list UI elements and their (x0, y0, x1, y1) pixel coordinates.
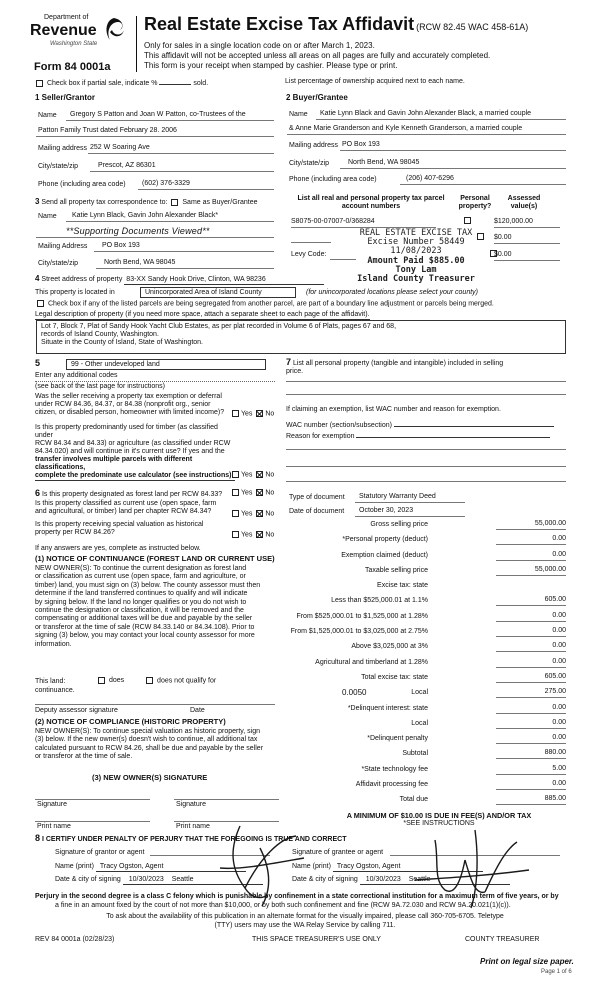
s6-q2a: Is this property classified as current use (open space, farm (35, 500, 217, 507)
grantee-city-value: Seattle (408, 876, 431, 883)
buyer-phone-label: Phone (including area code) (289, 176, 377, 183)
tax-label: From $1,525,000.01 to $3,025,000 at 2.75% (290, 628, 428, 636)
tax-label: Total due (399, 796, 428, 804)
s6-q3-yes-label: Yes (241, 531, 253, 539)
tax-label: *Delinquent penalty (367, 735, 428, 743)
levy-code-label: Levy Code: (291, 251, 327, 258)
stamp-line-1: REAL ESTATE EXCISE TAX (359, 228, 473, 238)
form-title: Real Estate Excise Tax Affidavit (144, 14, 415, 34)
notice1-title: (1) NOTICE OF CONTINUANCE (FOREST LAND OR CURRENT USE) (35, 554, 275, 563)
uninc-note: (for unincorporated locations please select your county) (306, 289, 478, 296)
tax-row (286, 595, 568, 610)
perjury-2: a fine in an amount fixed by the court of not more than $10,000, or by both such confinement and fine (RCW 9A.72.030 and RCW 9A.20.021(1)(c)). (55, 902, 511, 909)
tax-row (286, 703, 568, 718)
owner-print-label-2: Print name (176, 823, 210, 830)
parcel-col-header: List all real and personal property tax parcel account numbers (297, 195, 445, 211)
owner-sig-line-1[interactable] (35, 799, 150, 800)
notice1-line: timber) land, you must sign on (3) below. The county assessor must then (35, 581, 261, 589)
stamp-line-6: Island County Treasurer (357, 273, 475, 284)
grantor-date-value: 10/30/2023 (128, 876, 164, 883)
assessed-value-1[interactable]: $120,000.00 (494, 218, 560, 228)
corr-row (35, 197, 257, 207)
tax-row (286, 534, 568, 549)
seller-city-label: City/state/zip (38, 163, 79, 170)
s6-if-yes: If any answers are yes, complete as instructed below. (35, 545, 201, 552)
partial-sale-label: Check box if partial sale, indicate % (46, 80, 158, 87)
dor-state: Washington State (50, 41, 98, 47)
legal-line-2: records of Island County, Washington. (41, 331, 159, 339)
tax-value[interactable]: 0.00 (496, 612, 566, 622)
s6-q2-no[interactable] (256, 510, 263, 517)
wac-label: WAC number (section/subsection) (286, 422, 392, 429)
s5-q2d: transfer involves multiple parcels with different classifications, (35, 456, 193, 472)
seller-phone-label: Phone (including area code) (38, 181, 126, 188)
section7-text-2: price. (286, 368, 304, 376)
tax-label: Above $3,025,000 at 3% (351, 643, 428, 651)
legal-description-box[interactable] (36, 320, 566, 354)
tax-value[interactable]: 0.00 (496, 719, 566, 729)
header-line-3 (144, 61, 397, 70)
buyer-heading: 2 Buyer/Grantee (286, 93, 348, 102)
parcel-number[interactable]: S8075-00-07007-0/368284 (291, 218, 436, 228)
tax-row (286, 687, 568, 702)
partial-sale-input[interactable] (159, 77, 191, 85)
s6-q1-answers (230, 489, 274, 497)
s5-q2-no[interactable] (256, 471, 263, 478)
tax-row (286, 550, 568, 565)
s6-q2b: and agricultural, or timber) land per chapter RCW 84.34? (35, 508, 212, 516)
corr-heading: 3 (35, 197, 40, 206)
notice1-line: information. (35, 640, 72, 648)
this-land-label: This land: (35, 678, 66, 685)
tax-row (286, 779, 568, 794)
corr-same-checkbox[interactable] (171, 199, 178, 206)
s6-q2-yes-label: Yes (241, 510, 253, 518)
personal-property-checkbox-1[interactable] (464, 217, 471, 224)
perjury-text-1: Perjury in the second degree is a class C felony which is punishable by confinement in a state correctional institution for a maximum term of five years, or by (35, 893, 559, 900)
located-select[interactable]: Unincorporated Area of Island County (140, 287, 296, 298)
s6-q3 (35, 521, 230, 537)
tax-table (286, 519, 568, 810)
located-label: This property is located in (35, 289, 115, 296)
treasurer-space: THIS SPACE TREASURER'S USE ONLY (252, 936, 381, 943)
corr-addr-label: Mailing Address (38, 243, 88, 250)
tax-label: Taxable selling price (364, 566, 428, 574)
tax-label: Agricultural and timberland at 1.28% (315, 658, 428, 666)
tax-value[interactable]: 0.00 (496, 627, 566, 637)
assessed-value-2[interactable]: $0.00 (494, 234, 560, 244)
notice1-line: NEW OWNER(S): To continue the current designation as forest land (35, 565, 247, 572)
section6-heading: 6 (35, 488, 41, 498)
exemption-label: If claiming an exemption, list WAC number and reason for exemption. (286, 406, 501, 413)
tax-row (286, 672, 568, 687)
s5-q1-answers (230, 410, 274, 418)
seller-heading: 1 Seller/Grantor (35, 93, 96, 102)
notice2-line: (3) below. If the new owner(s) doesn't wish to continue, all additional tax (35, 736, 258, 744)
tax-label: Total excise tax: state (361, 673, 428, 681)
owner-print-line-1[interactable] (35, 821, 150, 822)
corr-supporting: **Supporting Documents Viewed** (66, 226, 210, 236)
s5-q1 (35, 393, 235, 417)
notice2-line: calculated pursuant to RCW 84.26, shall be due and payable by the seller (35, 744, 264, 752)
form-title-row (144, 14, 528, 35)
tax-label: Less than $525,000.01 at 1.1% (331, 597, 428, 605)
notice3-title: (3) NEW OWNER(S) SIGNATURE (92, 773, 208, 782)
grantee-sig-label: Signature of grantee or agent (292, 849, 384, 856)
s5-q1-no[interactable] (256, 410, 263, 417)
tax-value[interactable]: 275.00 (496, 688, 566, 698)
reason-line-3[interactable] (286, 466, 566, 467)
rev-number: REV 84 0001a (02/28/23) (35, 936, 115, 943)
tax-label: Subtotal (402, 750, 428, 758)
land-use-select[interactable]: 99 - Other undeveloped land (66, 359, 266, 370)
tax-row (286, 733, 568, 748)
tax-label: Exemption claimed (deduct) (341, 551, 428, 559)
buyer-city[interactable]: North Bend, WA 98045 (340, 159, 566, 169)
grantor-signature-scrawl (200, 818, 310, 908)
dor-swirl-icon (102, 16, 126, 44)
dor-logo (30, 14, 130, 62)
assessed-value-3[interactable]: $0.00 (494, 251, 560, 261)
owner-sig-label-2: Signature (176, 801, 206, 808)
wac-input[interactable] (394, 419, 554, 427)
grantee-date-label: Date & city of signing (292, 876, 358, 883)
notice1-line: or classification as current use (open space, farm and agriculture, or (35, 573, 246, 581)
s6-q1-text: Is this property designated as forest land per RCW 84.33? (41, 491, 223, 498)
assessed-col-header: Assessed value(s) (507, 195, 541, 211)
stamp-line-2: Excise Number 58449 (367, 237, 465, 248)
county-treasurer: COUNTY TREASURER (465, 936, 540, 943)
legal-line-1: Lot 7, Block 7, Plat of Sandy Hook Yacht Club Estates, as per plat recorded in Volume 6 of Plats, pages 67 and 68, (41, 323, 397, 330)
partial-sale-checkbox[interactable] (36, 80, 43, 87)
tax-label: From $525,000.01 to $1,525,000 at 1.28% (296, 612, 428, 620)
buyer-phone[interactable]: (206) 407-6296 (400, 175, 566, 185)
seller-city[interactable]: Prescot, AZ 86301 (90, 162, 274, 172)
section7-heading: 7 (286, 357, 292, 367)
tax-row (286, 657, 568, 672)
s6-q1-yes[interactable] (232, 489, 239, 496)
parcel-line-2 (291, 241, 331, 243)
section7-text-1: List all personal property (tangible and intangible) included in selling (292, 360, 504, 367)
owner-sig-line-2[interactable] (174, 799, 279, 800)
tax-value[interactable]: 55,000.00 (496, 520, 566, 530)
grantee-date-value: 10/30/2023 (365, 876, 401, 883)
treasurer-stamp (356, 229, 476, 284)
owner-sig-label-1: Signature (37, 801, 67, 808)
s6-q3-answers (230, 531, 274, 539)
doc-date[interactable]: October 30, 2023 (355, 507, 465, 517)
tax-value[interactable]: 0.00 (496, 704, 566, 714)
tax-row (286, 794, 568, 809)
header-divider (136, 16, 137, 72)
seller-name-label: Name (38, 112, 57, 119)
header-line-3-text: This form is your receipt when stamped by cashier. Please type or print. (144, 61, 398, 70)
s5-q1-yes-label: Yes (241, 410, 253, 418)
s5-q2-yes-label: Yes (241, 471, 253, 479)
s5-q2-answers (230, 471, 274, 479)
corr-name-label: Name (38, 213, 57, 220)
grantor-name[interactable]: Tracy Ogston, Agent (96, 863, 246, 872)
tax-label: Excise tax: state (377, 582, 428, 590)
reason-input[interactable] (356, 430, 550, 438)
tax-label: Local (411, 689, 428, 697)
tax-value[interactable]: 55,000.00 (496, 566, 566, 576)
street-row (35, 274, 324, 285)
s6-q1-no[interactable] (256, 489, 263, 496)
s5-q1a: Was the seller receiving a property tax exemption or deferral (35, 393, 222, 400)
land-does-label: does (108, 677, 125, 685)
tax-row (286, 519, 568, 534)
see-instructions: *SEE INSTRUCTIONS (403, 820, 475, 827)
notice1-line: by signing below. If the land no longer qualifies or you do not wish to (35, 598, 247, 606)
buyer-addr[interactable]: PO Box 193 (340, 141, 566, 151)
buyer-addr-label: Mailing address (289, 142, 339, 149)
legal-line-3: Situate in the County of Island, State of Washington. (41, 339, 204, 347)
notice1-line: compensating or additional taxes will be due and payable by the seller (35, 615, 253, 623)
corr-blank-line (36, 236, 274, 238)
corr-addr[interactable]: PO Box 193 (94, 242, 274, 252)
tax-value[interactable]: 0.00 (496, 734, 566, 744)
tax-value[interactable]: 885.00 (496, 795, 566, 805)
street-label: Street address of property (41, 276, 123, 283)
section5-heading: 5 (35, 358, 41, 368)
buyer-name-1[interactable]: Katie Lynn Black and Gavin John Alexander Black, a married couple (316, 110, 566, 120)
notice2-title: (2) NOTICE OF COMPLIANCE (HISTORIC PROPERTY) (35, 717, 226, 726)
tax-value[interactable]: 5.00 (496, 765, 566, 775)
corr-city-label: City/state/zip (38, 260, 79, 267)
doc-type-label: Type of document (289, 494, 345, 501)
seller-addr-label: Mailing address (38, 145, 88, 152)
levy-code-line[interactable] (330, 250, 356, 260)
deputy-label: Deputy assessor signature (35, 707, 118, 714)
s5-q2 (35, 424, 235, 481)
partial-sale-row (34, 77, 208, 88)
form-rcw: (RCW 82.45 WAC 458-61A) (416, 22, 529, 32)
s5-q2e: complete the predominate use calculator (see instructions) (35, 472, 235, 481)
s6-q2-no-label: No (265, 510, 275, 518)
section7 (286, 357, 566, 376)
tax-row (286, 764, 568, 779)
s6-q3-no[interactable] (256, 531, 263, 538)
ask-2: (TTY) users may use the WA Relay Service by calling 711. (214, 922, 396, 929)
street-heading: 4 (35, 274, 40, 283)
personal-col-header: Personal property? (458, 195, 492, 211)
reason-label: Reason for exemption (286, 433, 355, 440)
grantor-sig-label: Signature of grantor or agent (55, 849, 145, 856)
tax-value[interactable]: 0.00 (496, 658, 566, 668)
deputy-date-label: Date (190, 707, 205, 714)
notice2-line: NEW OWNER(S): To continue special valuation as historic property, sign (35, 728, 260, 735)
s6-q3a: Is this property receiving special valuation as historical (35, 521, 204, 528)
s6-q2-answers (230, 510, 274, 518)
page-number: Page 1 of 6 (541, 969, 572, 975)
s5-q2c: 84.34.020) and will continue in it's current use? If yes and the (35, 448, 225, 456)
seller-phone[interactable]: (602) 376-3329 (138, 180, 274, 190)
wac-row (286, 419, 554, 430)
buyer-name-label: Name (289, 111, 308, 118)
personal-prop-line-2[interactable] (286, 394, 566, 395)
buyer-name-2[interactable]: & Anne Marie Granderson and Kyle Kenneth Granderson, a married couple (287, 125, 566, 135)
notice1-line: continue the designation or classification, it will be removed and the (35, 606, 244, 614)
grantee-name-label: Name (print) (292, 863, 331, 870)
header-line-1: Only for sales in a single location code on or after March 1, 2023. (144, 41, 375, 50)
ask-1: To ask about the availability of this publication in an alternate format for the visually impaired, please call 360-705-6705. Teletype (106, 913, 504, 920)
s5-q2a: Is this property predominantly used for timber (as classified under (35, 424, 218, 440)
tax-row (286, 748, 568, 763)
stamp-line-4: Amount Paid $885.00 (367, 255, 465, 266)
personal-prop-line-1[interactable] (286, 381, 566, 382)
see-back: (see back of the last page for instructions) (35, 383, 165, 390)
tax-value[interactable]: 0.00 (496, 780, 566, 790)
tax-row (286, 626, 568, 641)
owner-print-label-1: Print name (37, 823, 71, 830)
pct-note: List percentage of ownership acquired next to each name. (285, 78, 465, 85)
s6-q3b: property per RCW 84.26? (35, 529, 115, 537)
land-does-not-label: does not qualify for (157, 677, 217, 685)
codes-line[interactable] (35, 381, 275, 382)
legal-paper: Print on legal size paper. (480, 957, 574, 966)
seller-name-1[interactable]: Gregory S Patton and Joan W Patton, co-Trustees of the (66, 111, 274, 121)
doc-type[interactable]: Statutory Warranty Deed (355, 493, 465, 503)
local-rate: 0.0050 (342, 688, 367, 698)
tax-value[interactable]: 0.00 (496, 535, 566, 545)
tax-row (286, 565, 568, 580)
s5-q1-yes[interactable] (232, 410, 239, 417)
grantor-city-value: Seattle (171, 876, 194, 883)
grantor-name-label: Name (print) (55, 863, 94, 870)
notice2-line: or transferor at the time of sale. (35, 753, 133, 761)
segregated-checkbox[interactable] (37, 300, 44, 307)
grantor-date-label: Date & city of signing (55, 876, 121, 883)
grantee-name[interactable]: Tracy Ogston, Agent (333, 863, 483, 872)
s5-q1c: citizen, or disabled person, homeowner with limited income)? (35, 409, 225, 417)
legal-label: Legal description of property (if you need more space, attach a separate sheet to each page of the affidavit). (35, 311, 370, 320)
stamp-line-5: Tony Lam (395, 264, 437, 275)
street-address[interactable]: 83-XX Sandy Hook Drive, Clinton, WA 98236 (124, 276, 324, 285)
dor-agency: Revenue (30, 22, 97, 39)
s5-q1-no-label: No (265, 410, 275, 418)
deputy-sig-line[interactable] (35, 704, 275, 705)
this-land-options (96, 677, 216, 685)
enter-codes: Enter any additional codes (35, 372, 118, 379)
s6-q3-yes[interactable] (232, 531, 239, 538)
stamp-line-3: 11/08/2023 (390, 246, 442, 257)
reason-row (286, 430, 550, 441)
s6-q1-yes-label: Yes (241, 489, 253, 497)
tax-row (286, 718, 568, 733)
corr-same-label: Same as Buyer/Grantee (182, 199, 258, 206)
segregated-label: Check box if any of the listed parcels are being segregated from another parcel, are part of a boundary line adjustment or parcels being merged. (47, 300, 494, 308)
tax-value[interactable]: 605.00 (496, 673, 566, 683)
tax-row (286, 580, 568, 595)
land-does-checkbox[interactable] (98, 677, 105, 684)
tax-label: *State technology fee (361, 765, 428, 773)
s5-q1b: under RCW 84.36, 84.37, or 84.38 (nonprofit org., senior (35, 401, 211, 409)
tax-row (286, 641, 568, 656)
form-number: Form 84 0001a (34, 61, 111, 73)
notice1-line: or transferor at the time of sale (RCW 84.33.140 or 84.34.108). Prior to (35, 623, 255, 631)
dor-dept: Department of (44, 14, 89, 21)
tax-label: *Personal property (deduct) (342, 536, 428, 544)
doc-date-label: Date of document (289, 508, 345, 515)
s6-q1-no-label: No (265, 489, 275, 497)
notice1-line: signing (3) below, you may contact your local county assessor for more (35, 632, 255, 640)
s6-q2 (35, 500, 230, 516)
s5-q2-no-label: No (265, 471, 275, 479)
s6-q1 (35, 488, 222, 499)
tax-value[interactable]: 880.00 (496, 749, 566, 759)
reason-line-2[interactable] (286, 449, 566, 450)
tax-label: Local (411, 719, 428, 727)
minimum-due: A MINIMUM OF $10.00 IS DUE IN FEE(S) AND/OR TAX (346, 811, 532, 820)
s6-q3-no-label: No (265, 531, 275, 539)
partial-sale-sold: sold. (193, 80, 209, 87)
notice1-line: determine if the land transferred continues to qualify and will indicate (35, 590, 248, 598)
tax-label: Affidavit processing fee (355, 781, 428, 789)
header-line-2: This affidavit will not be accepted unless all areas on all pages are fully and accurately completed. (144, 51, 491, 60)
s5-q2b: RCW 84.34 and 84.33) or agriculture (as classified under RCW (35, 440, 231, 448)
notice1-text (35, 565, 280, 649)
tax-value[interactable]: 0.00 (496, 551, 566, 561)
tax-value[interactable]: 0.00 (496, 642, 566, 652)
corr-name[interactable]: Katie Lynn Black, Gavin John Alexander Black* (66, 212, 274, 222)
tax-row (286, 611, 568, 626)
seller-addr[interactable]: 252 W Soaring Ave (88, 144, 274, 154)
land-does-not-checkbox[interactable] (146, 677, 153, 684)
corr-label: Send all property tax correspondence to: (41, 199, 168, 206)
certify-text: I CERTIFY UNDER PENALTY OF PERJURY THAT THE FOREGOING IS TRUE AND CORRECT (41, 836, 347, 843)
personal-property-checkbox-2[interactable] (477, 233, 484, 240)
s6-q2-yes[interactable] (232, 510, 239, 517)
tax-value[interactable]: 605.00 (496, 596, 566, 606)
buyer-city-label: City/state/zip (289, 160, 330, 167)
notice2-text (35, 728, 280, 762)
corr-city[interactable]: North Bend, WA 98045 (96, 259, 274, 269)
continuance-label: continuance. (35, 687, 75, 694)
grantee-signature-scrawl (405, 820, 535, 910)
certify-heading: 8 (35, 833, 41, 843)
s5-q2-yes[interactable] (232, 471, 239, 478)
seller-name-2[interactable]: Patton Family Trust dated February 28. 2006 (36, 127, 274, 137)
segregated-row (35, 300, 494, 308)
reason-line-4[interactable] (286, 481, 566, 482)
tax-label: *Delinquent interest: state (347, 704, 428, 712)
tax-label: Gross selling price (370, 521, 428, 528)
